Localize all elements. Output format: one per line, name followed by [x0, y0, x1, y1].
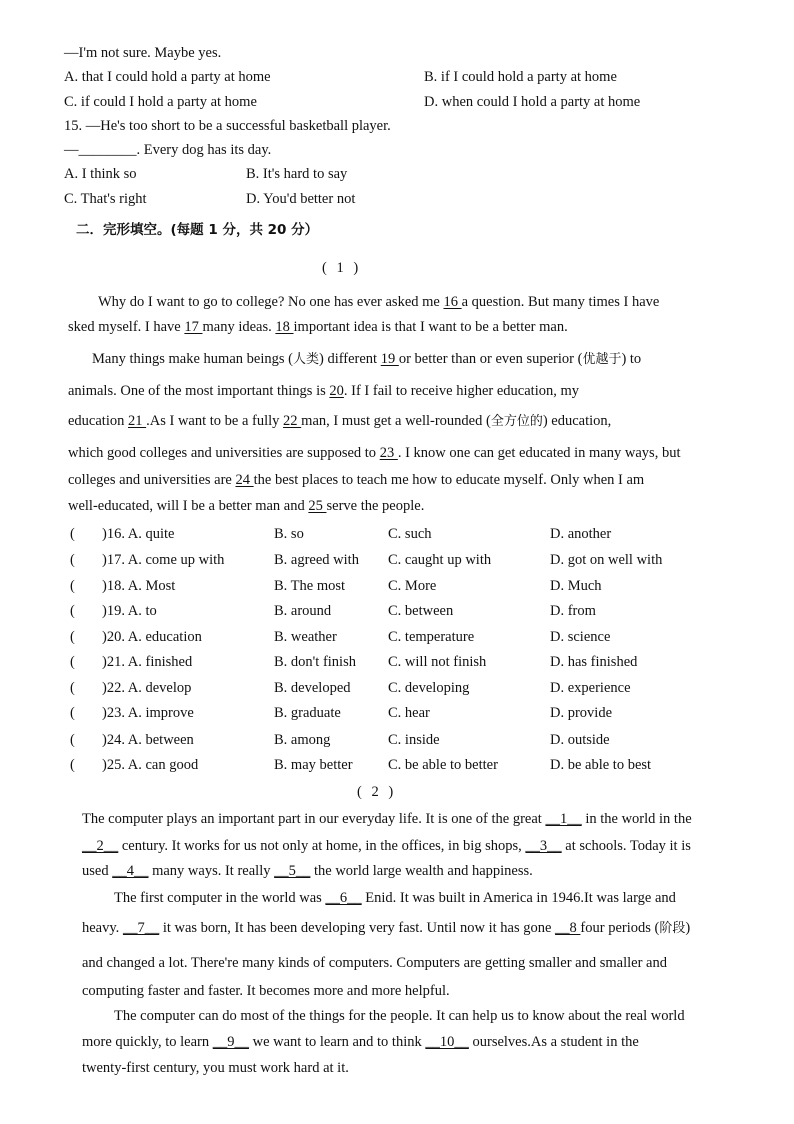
question-option-a: )24. A. between	[102, 732, 194, 748]
answer-blank: 24	[235, 472, 254, 488]
answer-paren: (	[70, 654, 75, 670]
text-run: many ways. It really	[148, 863, 275, 879]
text-run: and changed a lot. There're many kinds of computers. Computers are getting smaller and smaller and	[82, 955, 667, 971]
passage1-line	[68, 444, 680, 462]
text-run: animals. One of the most important things is	[68, 383, 330, 399]
q15-reply-suffix: . Every dog has its day.	[136, 142, 272, 158]
passage1-line	[68, 412, 611, 431]
passage2-line	[114, 1007, 685, 1025]
chinese-gloss: 人类	[292, 352, 319, 367]
text-run: .As I want to be a fully	[146, 413, 284, 429]
passage2-line	[82, 837, 691, 855]
question-option-b: B. don't finish	[274, 654, 356, 670]
question-option-c: C. caught up with	[388, 552, 492, 568]
question-option-c: C. inside	[388, 732, 440, 748]
answer-paren: (	[70, 629, 75, 645]
passage2-line	[82, 1033, 639, 1051]
q15-reply-prefix: —	[64, 142, 79, 158]
answer-paren: (	[70, 526, 75, 542]
question-row	[0, 679, 794, 699]
question-option-a: )23. A. improve	[102, 705, 194, 721]
answer-blank: __10__	[425, 1034, 469, 1050]
text-run: well-educated, will I be a better man and	[68, 498, 309, 514]
text-run: . I know one can get educated in many ways, but	[397, 445, 681, 461]
text-run: important idea is that I want to be a better man.	[293, 319, 568, 335]
question-option-d: D. outside	[550, 732, 610, 748]
answer-blank: 16	[443, 294, 462, 310]
question-row	[0, 756, 794, 776]
question-option-b: B. graduate	[274, 705, 341, 721]
text-run: education	[68, 413, 128, 429]
text-run: more quickly, to learn	[82, 1034, 213, 1050]
text-run: Why do I want to go to college? No one has ever asked me	[98, 294, 444, 310]
q15-reply	[64, 141, 271, 159]
answer-blank: __3__	[525, 838, 562, 854]
text-run: in the world in the	[581, 811, 692, 827]
question-option-c: C. be able to better	[388, 757, 498, 773]
text-run: Enid. It was built in America in 1946.It was large and	[361, 890, 676, 906]
answer-blank: __5__	[274, 863, 311, 879]
passage1-line	[98, 293, 659, 311]
question-option-a: )16. A. quite	[102, 526, 175, 542]
question-option-d: D. another	[550, 526, 612, 542]
text-run: ourselves.As a student in the	[468, 1034, 639, 1050]
q15-option-a: A. I think so	[64, 166, 137, 182]
text-run: colleges and universities are	[68, 472, 236, 488]
question-option-c: C. between	[388, 603, 454, 619]
answer-paren: (	[70, 705, 75, 721]
passage1-line	[68, 318, 568, 336]
text-run: or better than or even superior (	[398, 351, 583, 367]
answer-paren: (	[70, 603, 75, 619]
question-row	[0, 577, 794, 597]
question-option-a: )19. A. to	[102, 603, 157, 619]
question-option-b: B. may better	[274, 757, 353, 773]
question-option-d: D. science	[550, 629, 611, 645]
text-run: . If I fail to receive higher education, my	[343, 383, 580, 399]
text-run: the world large wealth and happiness.	[310, 863, 533, 879]
question-option-b: B. so	[274, 526, 304, 542]
passage1-line	[68, 471, 644, 489]
section-heading: 二．完形填空。(每题 1 分，共 20 分）	[76, 222, 319, 238]
answer-paren: (	[70, 680, 75, 696]
text-run: Many things make human beings (	[92, 351, 293, 367]
question-option-d: D. experience	[550, 680, 631, 696]
text-run: man, I must get a well-rounded (	[301, 413, 491, 429]
answer-blank: __8	[555, 920, 581, 936]
chinese-gloss: 阶段	[659, 921, 686, 936]
text-run: which good colleges and universities are supposed to	[68, 445, 380, 461]
answer-paren: (	[70, 757, 75, 773]
passage2-line	[114, 889, 676, 907]
question-row	[0, 731, 794, 751]
text-run: The computer plays an important part in our everyday life. It is one of the great	[82, 811, 546, 827]
q15-option-b: B. It's hard to say	[246, 166, 348, 182]
question-option-d: D. from	[550, 603, 596, 619]
answer-blank: 22	[283, 413, 302, 429]
text-run: century. It works for us not only at home, in the offices, in big shops,	[118, 838, 526, 854]
text-run: twenty-first century, you must work hard at it.	[82, 1060, 349, 1076]
text-run: heavy.	[82, 920, 123, 936]
passage1-label: ( 1 )	[322, 260, 362, 276]
text-run: ) education,	[542, 413, 612, 429]
question-row	[0, 602, 794, 622]
text-run: many ideas.	[202, 319, 276, 335]
question-option-a: )25. A. can good	[102, 757, 199, 773]
question-option-b: B. around	[274, 603, 332, 619]
question-option-d: D. be able to best	[550, 757, 652, 773]
question-option-a: )20. A. education	[102, 629, 202, 645]
q15-stem: 15. —He's too short to be a successful basketball player.	[64, 118, 391, 134]
question-option-d: D. Much	[550, 578, 602, 594]
answer-blank: __7__	[122, 920, 160, 936]
answer-blank: 17	[184, 319, 203, 335]
passage2-line	[82, 1059, 349, 1077]
answer-paren: (	[70, 552, 75, 568]
answer-blank: 18	[275, 319, 294, 335]
text-run: serve the people.	[326, 498, 425, 514]
answer-blank: 23	[379, 445, 398, 461]
question-option-c: C. developing	[388, 680, 470, 696]
question-option-c: C. will not finish	[388, 654, 487, 670]
q14-option-a: A. that I could hold a party at home	[64, 69, 271, 85]
text-run: a question. But many times I have	[461, 294, 660, 310]
question-option-b: B. The most	[274, 578, 346, 594]
passage2-line	[82, 954, 667, 972]
text-run: the best places to teach me how to educate myself. Only when I am	[253, 472, 645, 488]
text-run: it was born, It has been developing very fast. Until now it has gone	[159, 920, 556, 936]
q15-option-d: D. You'd better not	[246, 191, 356, 207]
q14-reply: —I'm not sure. Maybe yes.	[64, 45, 222, 61]
text-run: we want to learn and to think	[248, 1034, 426, 1050]
passage2-line	[82, 862, 533, 880]
chinese-gloss: 优越于	[582, 352, 622, 367]
answer-paren: (	[70, 578, 75, 594]
question-option-c: C. More	[388, 578, 437, 594]
text-run: at schools. Today it is	[561, 838, 691, 854]
answer-paren: (	[70, 732, 75, 748]
answer-blank: 25	[308, 498, 327, 514]
answer-blank: __4__	[112, 863, 149, 879]
question-option-d: D. has finished	[550, 654, 638, 670]
text-run: ) different	[318, 351, 381, 367]
question-row	[0, 525, 794, 545]
text-run: used	[82, 863, 113, 879]
question-option-b: B. developed	[274, 680, 351, 696]
answer-blank: 20	[329, 383, 344, 399]
question-row	[0, 628, 794, 648]
text-run: computing faster and faster. It becomes more and more helpful.	[82, 983, 450, 999]
passage1-line	[68, 382, 579, 400]
text-run: sked myself. I have	[68, 319, 185, 335]
question-option-c: C. hear	[388, 705, 430, 721]
passage2-line	[82, 982, 450, 1000]
text-run: four periods (	[580, 920, 660, 936]
passage1-line	[68, 497, 424, 515]
chinese-gloss: 全方位的	[490, 414, 543, 429]
answer-blank: __9__	[212, 1034, 249, 1050]
question-option-c: C. temperature	[388, 629, 475, 645]
text-run: ) to	[621, 351, 642, 367]
passage1-line	[92, 350, 641, 369]
question-row	[0, 551, 794, 571]
q15-option-c: C. That's right	[64, 191, 147, 207]
question-row	[0, 653, 794, 673]
question-option-b: B. agreed with	[274, 552, 359, 568]
question-option-a: )22. A. develop	[102, 680, 192, 696]
text-run: The computer can do most of the things for the people. It can help us to know about the real world	[114, 1008, 685, 1024]
question-option-d: D. provide	[550, 705, 613, 721]
text-run: The first computer in the world was	[114, 890, 326, 906]
passage2-label: ( 2 )	[357, 784, 397, 800]
question-option-c: C. such	[388, 526, 432, 542]
passage2-line	[82, 919, 690, 938]
question-option-b: B. weather	[274, 629, 337, 645]
answer-blank: __1__	[545, 811, 582, 827]
answer-blank: 21	[128, 413, 147, 429]
question-option-a: )21. A. finished	[102, 654, 193, 670]
q14-option-b: B. if I could hold a party at home	[424, 69, 617, 85]
text-run: )	[685, 920, 691, 936]
answer-blank: 19	[380, 351, 399, 367]
answer-blank: __6__	[325, 890, 362, 906]
question-option-b: B. among	[274, 732, 331, 748]
question-row	[0, 704, 794, 724]
answer-blank: __2__	[82, 838, 119, 854]
question-option-a: )18. A. Most	[102, 578, 176, 594]
question-option-a: )17. A. come up with	[102, 552, 225, 568]
q14-option-d: D. when could I hold a party at home	[424, 94, 641, 110]
q15-reply-blank: ________	[78, 142, 137, 158]
question-option-d: D. got on well with	[550, 552, 663, 568]
passage2-line	[82, 810, 692, 828]
q14-option-c: C. if could I hold a party at home	[64, 94, 257, 110]
